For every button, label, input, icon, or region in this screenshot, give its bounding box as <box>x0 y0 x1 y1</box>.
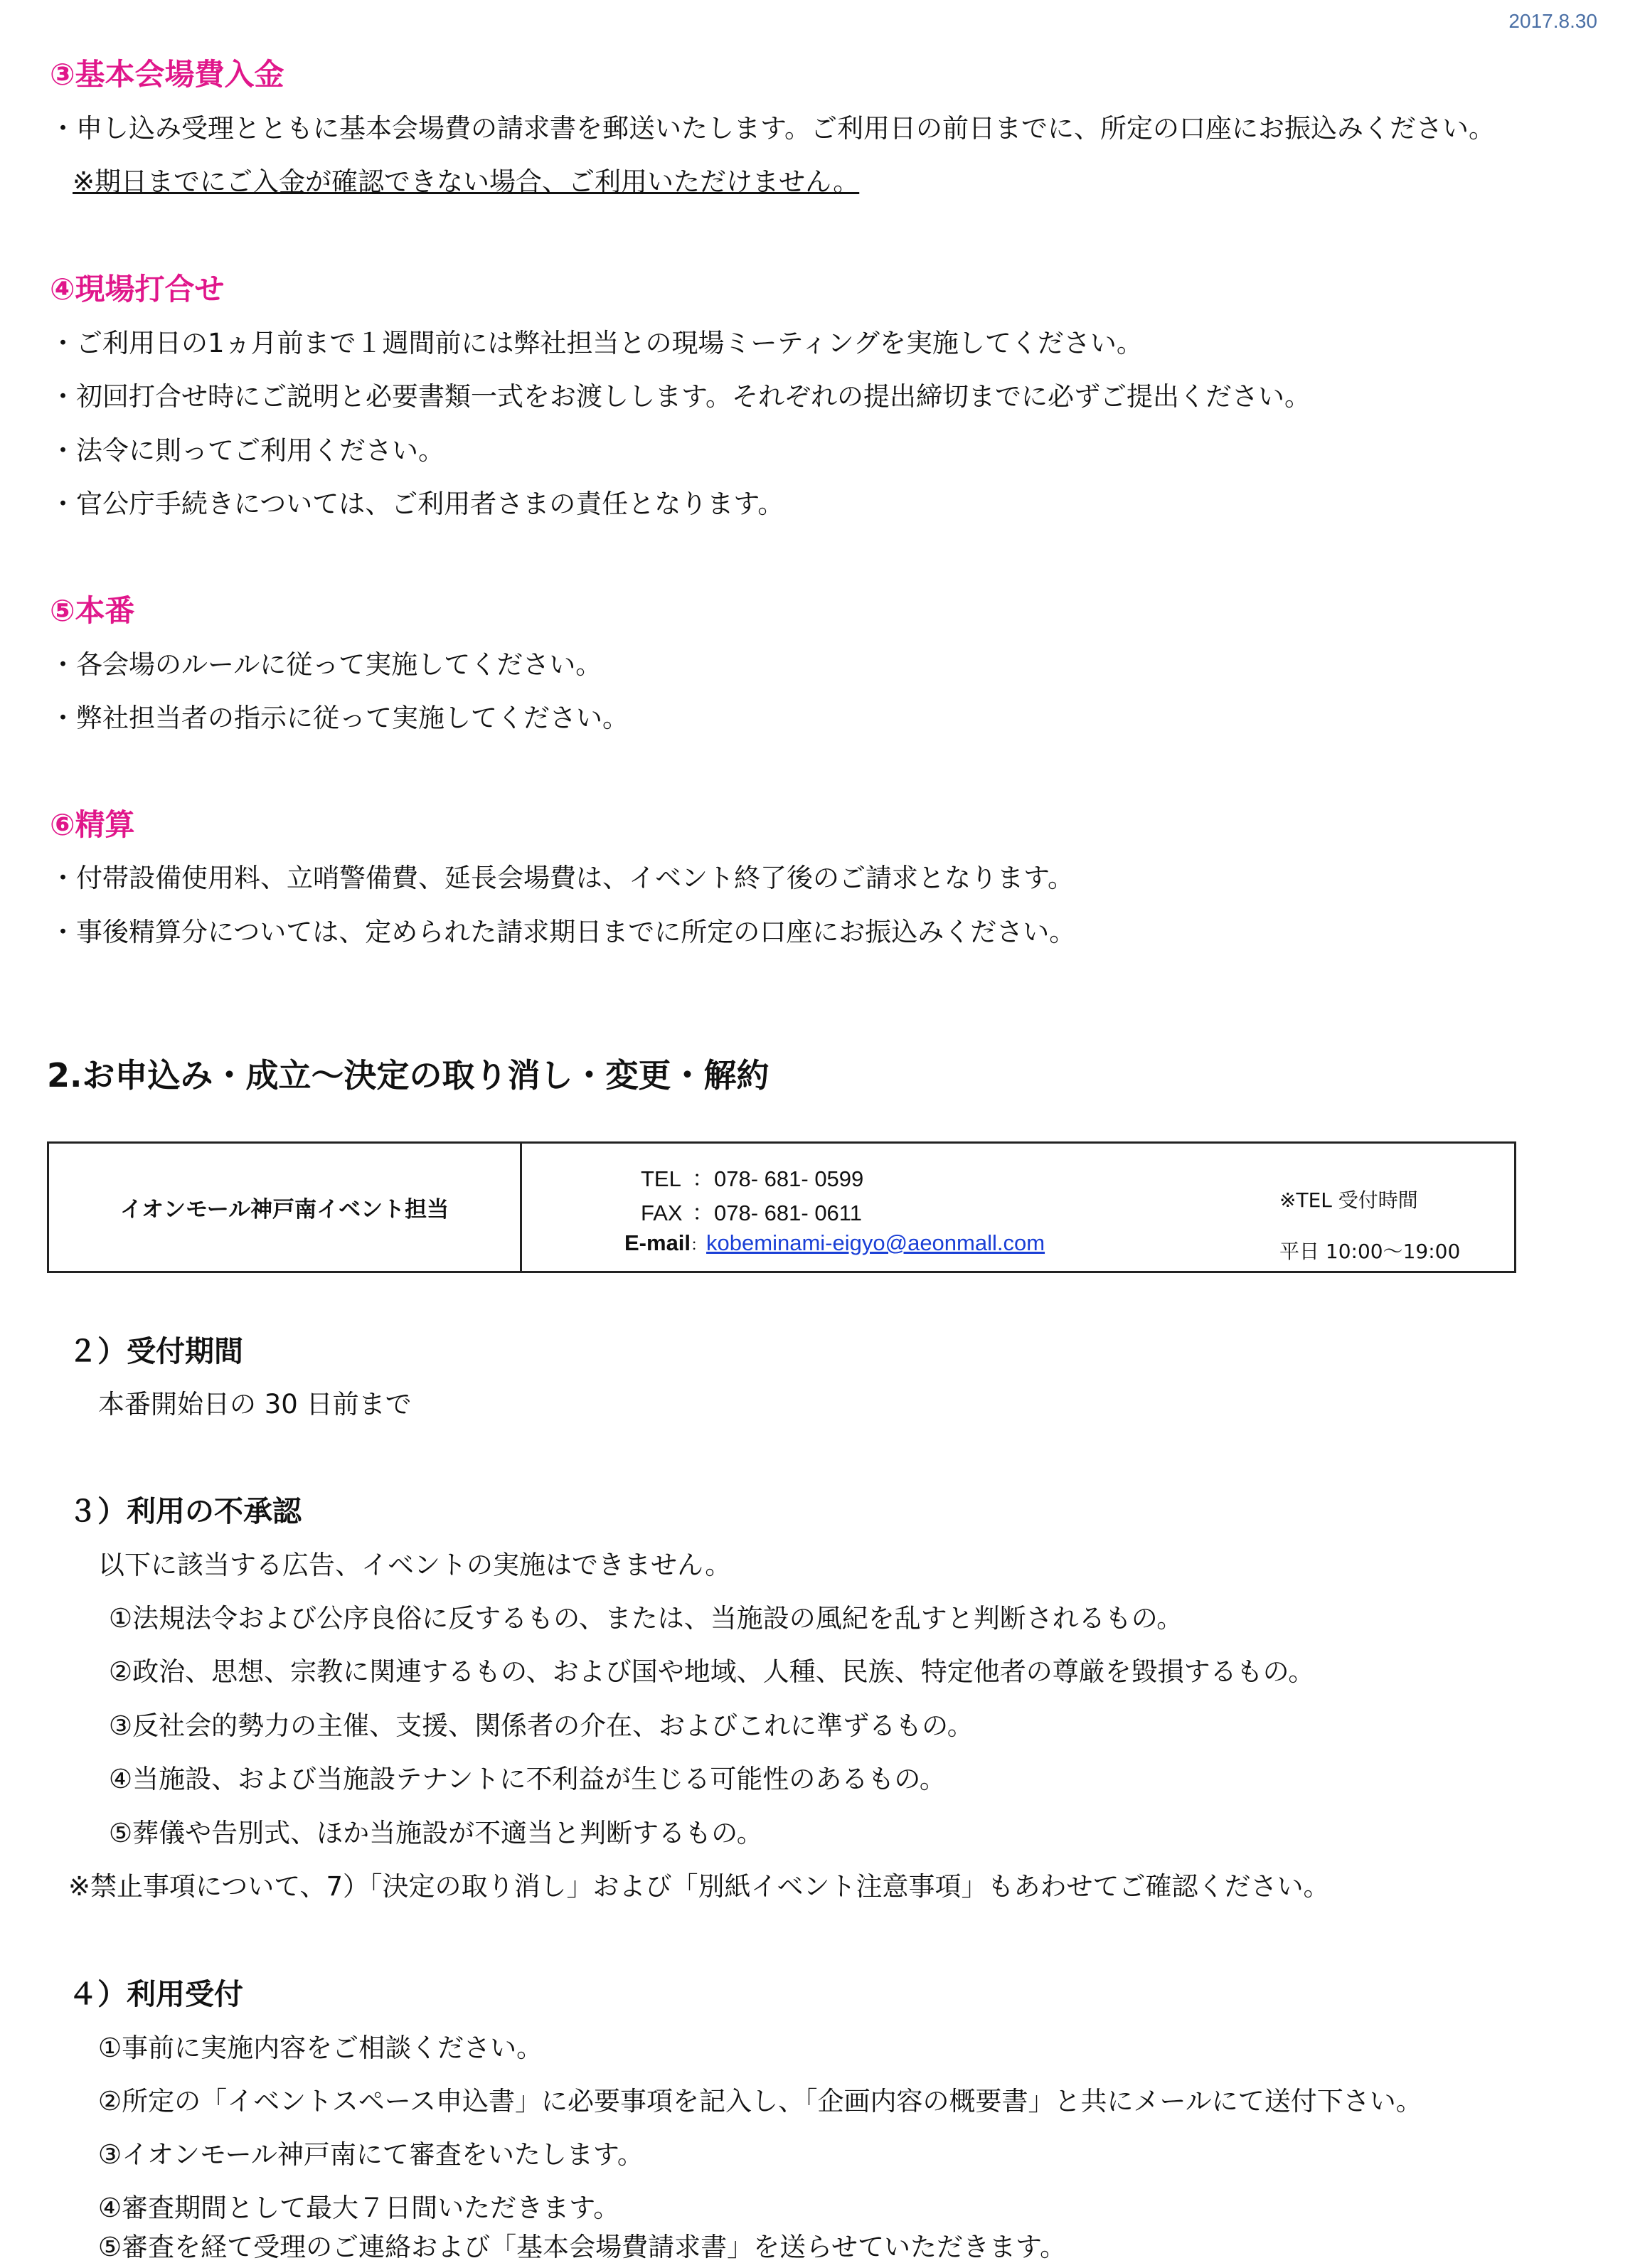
tel-hours-label: ※TEL 受付時間 <box>1279 1188 1418 1212</box>
section-heading-site-meeting: ④現場打合せ <box>50 272 225 307</box>
prohibition-note: ※禁止事項について、7）「決定の取り消し」および「別紙イベント注意事項」もあわせてご確認ください。 <box>68 1871 1330 1902</box>
contact-details <box>522 1144 1514 1271</box>
item-line: ③イオンモール神戸南にて審査をいたします。 <box>98 2139 644 2170</box>
section-line: ・弊社担当者の指示に従って実施してください。 <box>50 703 629 733</box>
item-line: ④審査期間として最大７日間いただきます。 <box>98 2193 620 2223</box>
item-line: ⑤葬儀や告別式、ほか当施設が不適当と判断するもの。 <box>109 1818 763 1848</box>
contact-name: イオンモール神戸南イベント担当 <box>49 1144 522 1271</box>
item-heading-reception-period: ２）受付期間 <box>68 1334 243 1368</box>
item-heading-usage-reception: ４）利用受付 <box>68 1977 243 2011</box>
section-line: ・官公庁手続きについては、ご利用者さまの責任となります。 <box>50 489 784 519</box>
section-line: ・ご利用日の1ヵ月前まで１週間前には弊社担当との現場ミーティングを実施してください。 <box>50 328 1143 358</box>
tel-hours: 平日 10:00～19:00 <box>1279 1240 1461 1263</box>
section-heading-deposit: ③基本会場費入金 <box>50 57 284 92</box>
item-line: ②政治、思想、宗教に関連するもの、および国や地域、人種、民族、特定他者の尊厳を毀損するもの。 <box>109 1656 1315 1687</box>
item-line: ④当施設、および当施設テナントに不利益が生じる可能性のあるもの。 <box>109 1764 946 1794</box>
email-link[interactable]: kobeminami-eigyo@aeonmall.com <box>706 1230 1045 1255</box>
section-line: ・事後精算分については、定められた請求期日までに所定の口座にお振込みください。 <box>50 917 1076 947</box>
item-heading-disapproval: ３）利用の不承認 <box>68 1494 302 1528</box>
email-row <box>624 1230 1045 1256</box>
email-label: E-mail <box>624 1230 691 1255</box>
section-heading-event-day: ⑤本番 <box>50 593 135 628</box>
section-line: ・各会場のルールに従って実施してください。 <box>50 649 602 680</box>
document-date: 2017.8.30 <box>1508 10 1597 32</box>
tel-label: TEL <box>641 1166 681 1191</box>
section-heading-settlement: ⑥精算 <box>50 807 135 842</box>
email-separator: ： <box>691 1236 707 1254</box>
item-line: ①法規法令および公序良俗に反するもの、または、当施設の風紀を乱すと判断されるもの。 <box>109 1603 1183 1634</box>
tel-row <box>641 1161 863 1193</box>
section-line: ・法令に則ってご利用ください。 <box>50 435 444 466</box>
fax-number: ：078- 681- 0611 <box>692 1200 862 1225</box>
deposit-warning-note: ※期日までにご入金が確認できない場合、ご利用いただけません。 <box>73 166 860 197</box>
section-line: ・初回打合せ時にご説明と必要書類一式をお渡しします。それぞれの提出締切までに必ずご提出ください。 <box>50 381 1311 412</box>
item-line: 以下に該当する広告、イベントの実施はできません。 <box>98 1550 732 1580</box>
section-line: ・付帯設備使用料、立哨警備費、延長会場費は、イベント終了後のご請求となります。 <box>50 863 1075 893</box>
contact-box <box>47 1141 1516 1273</box>
item-line: ①事前に実施内容をご相談ください。 <box>98 2033 543 2063</box>
fax-row <box>641 1195 862 1227</box>
item-line: ②所定の「イベントスペース申込書」に必要事項を記入し、「企画内容の概要書」と共にメールにて送付下さい。 <box>98 2086 1422 2117</box>
section2-title: 2.お申込み・成立～決定の取り消し・変更・解約 <box>47 1056 770 1095</box>
item-line: 本番開始日の 30 日前まで <box>98 1389 412 1420</box>
item-line: ⑤審査を経て受理のご連絡および「基本会場費請求書」を送らせていただきます。 <box>98 2232 1067 2262</box>
tel-number: ：078- 681- 0599 <box>692 1166 864 1191</box>
fax-label: FAX <box>641 1200 683 1225</box>
section-line: ・申し込み受理とともに基本会場費の請求書を郵送いたします。ご利用日の前日までに、所定の口座にお振込みください。 <box>50 113 1496 144</box>
item-line: ③反社会的勢力の主催、支援、関係者の介在、およびこれに準ずるもの。 <box>109 1710 974 1741</box>
